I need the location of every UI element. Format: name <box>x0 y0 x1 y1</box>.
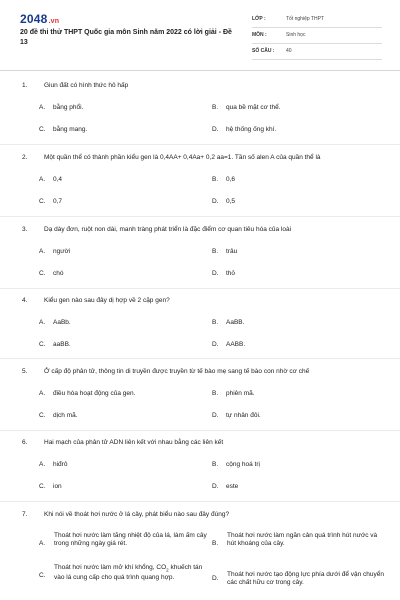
option-letter: B. <box>212 319 219 326</box>
option-text: thỏ <box>226 270 236 277</box>
option-text: hiđrô <box>53 461 68 468</box>
meta-value: Sinh học <box>286 32 306 38</box>
option-text: 0,7 <box>53 198 63 205</box>
option-c[interactable] <box>39 198 204 206</box>
question-stem <box>22 226 382 234</box>
option-letter: C. <box>39 412 46 419</box>
option-a[interactable] <box>39 176 204 184</box>
option-text: Thoát hơi nước làm ngăn cản quá trình hút nước và hút khoáng của cây. <box>227 532 378 547</box>
option-a[interactable] <box>39 248 204 256</box>
question-4 <box>22 297 382 348</box>
option-c[interactable] <box>39 126 204 134</box>
question-separator <box>0 216 400 217</box>
question-number: 7. <box>22 511 28 518</box>
option-b[interactable] <box>212 319 377 327</box>
option-d[interactable] <box>212 341 377 349</box>
meta-label: LỚP : <box>252 16 266 22</box>
option-text: bằng mang. <box>53 126 88 133</box>
question-number: 1. <box>22 82 28 89</box>
option-text: ion <box>53 483 62 490</box>
exam-meta <box>252 14 382 62</box>
subscript: 2 <box>166 567 169 573</box>
option-letter: D. <box>212 575 219 582</box>
option-text: 0,4 <box>53 176 63 183</box>
option-text: cộng hoá trị <box>226 461 260 468</box>
option-letter: A. <box>39 248 46 255</box>
option-letter: B. <box>212 540 219 547</box>
option-text: hệ thống ống khí. <box>226 126 277 133</box>
option-text: Thoát hơi nước tạo động lực phía dưới để vận chuyển các chất hữu cơ trong cây. <box>227 571 385 586</box>
option-b[interactable] <box>212 532 384 548</box>
meta-row-class <box>252 14 382 28</box>
question-stem <box>22 439 382 447</box>
option-c[interactable] <box>39 341 204 349</box>
option-d[interactable] <box>212 412 377 420</box>
option-letter: A. <box>39 104 46 111</box>
option-b[interactable] <box>212 248 377 256</box>
option-letter: C. <box>39 126 46 133</box>
option-a[interactable] <box>39 461 204 469</box>
option-letter: A. <box>39 176 46 183</box>
question-1 <box>22 82 382 133</box>
question-5 <box>22 368 382 419</box>
meta-value: Tốt nghiệp THPT <box>286 16 324 22</box>
question-number: 2. <box>22 154 28 161</box>
option-text: người <box>53 248 71 255</box>
option-text: phiên mã. <box>226 390 255 397</box>
option-text: chó <box>53 270 64 277</box>
option-text: trâu <box>226 248 238 255</box>
question-text: Dạ dày đơn, ruột non dài, manh tràng phát triển là đặc điểm cơ quan tiêu hóa của loài <box>44 226 292 233</box>
option-letter: A. <box>39 461 46 468</box>
option-a[interactable] <box>39 319 204 327</box>
option-text: Thoát hơi nước làm tăng nhiệt độ của lá, làm ấm cây trong những ngày giá rét. <box>54 532 207 547</box>
option-letter: C. <box>39 341 46 348</box>
question-number: 4. <box>22 297 28 304</box>
question-7 <box>22 511 385 586</box>
option-text-part: Thoát hơi nước làm mở khí khổng, CO <box>54 564 167 571</box>
meta-row-subject <box>252 30 382 44</box>
site-logo[interactable] <box>20 12 59 26</box>
question-separator <box>0 430 400 431</box>
option-letter: D. <box>212 412 219 419</box>
option-letter: B. <box>212 248 219 255</box>
option-b[interactable] <box>212 104 377 112</box>
logo-text: 2048 <box>20 12 48 26</box>
option-d[interactable] <box>212 126 377 134</box>
header-divider <box>0 70 400 71</box>
option-text: aaBB. <box>53 341 71 348</box>
question-text: Một quần thể có thành phần kiểu gen là 0,4AA+ 0,4Aa+ 0,2 aa=1. Tần số alen A của quần thể là <box>44 154 321 161</box>
option-b[interactable] <box>212 176 377 184</box>
question-stem <box>22 82 382 90</box>
option-d[interactable] <box>212 270 377 278</box>
document-header <box>0 0 400 64</box>
meta-label: SỐ CÂU : <box>252 48 275 54</box>
question-text: Kiểu gen nào sau đây dị hợp về 2 cặp gen? <box>44 297 170 304</box>
meta-row-count <box>252 46 382 60</box>
option-letter: D. <box>212 198 219 205</box>
meta-label: MÔN : <box>252 32 267 38</box>
option-letter: C. <box>39 198 46 205</box>
question-separator <box>0 144 400 145</box>
option-text-part: khuếch tán vào lá cung cấp cho quá trình quang hợp. <box>54 564 203 582</box>
option-a[interactable] <box>39 532 209 548</box>
option-text: tự nhân đôi. <box>226 412 261 419</box>
question-stem <box>22 368 382 376</box>
option-letter: C. <box>39 572 46 579</box>
option-c[interactable] <box>39 564 209 582</box>
page-title: 20 đề thi thử THPT Quốc gia môn Sinh năm 2022 có lời giải - Đề 13 <box>20 29 232 46</box>
option-letter: A. <box>39 540 46 547</box>
question-separator <box>0 288 400 289</box>
question-number: 6. <box>22 439 28 446</box>
option-letter: B. <box>212 390 219 397</box>
option-letter: C. <box>39 270 46 277</box>
question-stem <box>22 511 382 519</box>
option-text: bằng phổi. <box>53 104 84 111</box>
option-text: dịch mã. <box>53 412 78 419</box>
option-letter: A. <box>39 319 46 326</box>
option-c[interactable] <box>39 412 204 420</box>
option-text: AaBB. <box>226 319 245 326</box>
option-letter: B. <box>212 104 219 111</box>
option-c[interactable] <box>39 270 204 278</box>
option-c[interactable] <box>39 483 204 491</box>
meta-value: 40 <box>286 48 292 54</box>
option-text: AaBb. <box>53 319 71 326</box>
question-6 <box>22 439 382 490</box>
question-separator <box>0 358 400 359</box>
question-text: Giun đất có hình thức hô hấp <box>44 82 129 89</box>
option-letter: D. <box>212 126 219 133</box>
question-2 <box>22 154 382 205</box>
option-text: 0,5 <box>226 198 236 205</box>
question-stem <box>22 297 382 305</box>
option-letter: D. <box>212 270 219 277</box>
option-d[interactable] <box>212 198 377 206</box>
question-text: Hai mạch của phân tử ADN liên kết với nhau bằng các liên kết <box>44 439 224 446</box>
question-number: 5. <box>22 368 28 375</box>
option-a[interactable] <box>39 104 204 112</box>
question-separator <box>0 501 400 502</box>
option-letter: D. <box>212 341 219 348</box>
option-letter: C. <box>39 483 46 490</box>
question-3 <box>22 226 382 277</box>
option-text <box>54 564 209 582</box>
option-letter: B. <box>212 461 219 468</box>
question-stem <box>22 154 382 162</box>
option-text: AABB. <box>226 341 246 348</box>
option-b[interactable] <box>212 390 377 398</box>
question-text: Khi nói về thoát hơi nước ở lá cây, phát biểu nào sau đây đúng? <box>44 511 230 518</box>
option-text: qua bề mặt cơ thể. <box>226 104 281 111</box>
option-a[interactable] <box>39 390 204 398</box>
option-d[interactable] <box>212 483 377 491</box>
option-text: điều hòa hoạt động của gen. <box>53 390 136 397</box>
option-text: este <box>226 483 239 490</box>
option-text: 0,6 <box>226 176 236 183</box>
question-number: 3. <box>22 226 28 233</box>
question-text: Ở cấp độ phân tử, thông tin di truyền được truyền từ tế bào mẹ sang tế bào con nhờ cơ chế <box>44 368 310 375</box>
logo-suffix: .vn <box>48 18 60 25</box>
option-letter: A. <box>39 390 46 397</box>
option-b[interactable] <box>212 461 377 469</box>
option-letter: D. <box>212 483 219 490</box>
option-letter: B. <box>212 176 219 183</box>
option-d[interactable] <box>212 571 384 587</box>
